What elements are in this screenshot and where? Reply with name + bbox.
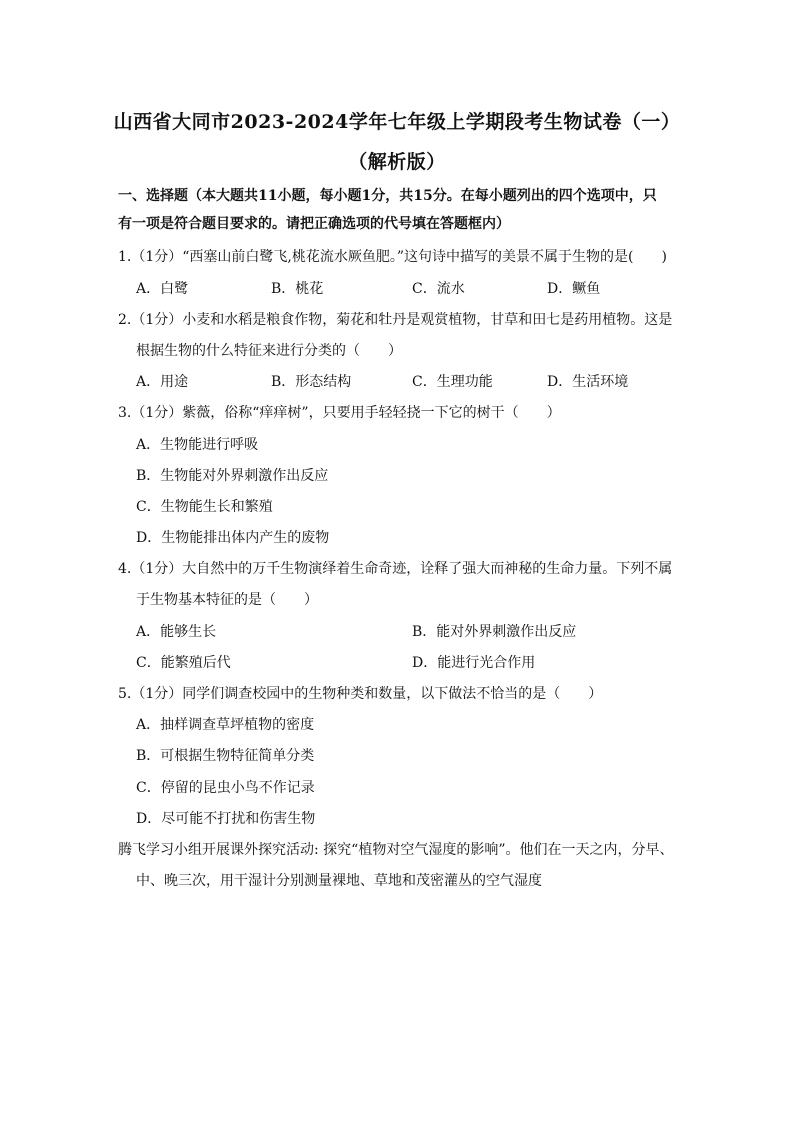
question-4-option-c: C．能繁殖后代 [136,655,231,671]
passage-line-2: 中、晚三次，用干湿计分别测量裸地、草地和茂密灌丛的空气湿度 [136,873,542,889]
question-5-option-a: A．抽样调查草坪植物的密度 [136,717,315,733]
question-5-option-b: B．可根据生物特征简单分类 [136,748,315,764]
question-3-option-b: B．生物能对外界刺激作出反应 [136,468,329,484]
question-4-option-b: B．能对外界刺激作出反应 [412,624,577,640]
question-2-option-c: C．生理功能 [412,374,493,390]
question-3-option-c: C．生物能生长和繁殖 [136,499,273,515]
document-title: 山西省大同市2023-2024学年七年级上学期段考生物试卷（一） [113,111,681,133]
question-2-option-a: A．用途 [136,374,189,390]
question-1-option-b: B．桃花 [271,281,324,297]
question-4-option-a: A．能够生长 [136,624,217,640]
document-subtitle: （解析版） [348,151,446,173]
question-2-option-b: B．形态结构 [271,374,352,390]
question-5-option-d: D．尽可能不打扰和伤害生物 [136,811,316,827]
question-3-option-d: D．生物能排出体内产生的废物 [136,530,330,546]
question-2-text-line-1: 2.（1分）小麦和水稻是粮食作物，菊花和牡丹是观赏植物，甘草和田七是药用植物。这是 [118,312,673,328]
question-5-text: 5.（1分）同学们调查校园中的生物种类和数量，以下做法不恰当的是（ ） [118,686,603,702]
question-4-text-line-2: 于生物基本特征的是（ ） [136,592,318,608]
question-5-option-c: C．停留的昆虫小鸟不作记录 [136,780,315,796]
question-3-text: 3.（1分）紫薇，俗称“痒痒树”，只要用手轻轻挠一下它的树干（ ） [118,405,561,421]
question-2-text-line-2: 根据生物的什么特征来进行分类的（ ） [136,343,402,359]
passage-line-1: 腾飞学习小组开展课外探究活动: 探究“植物对空气湿度的影响”。他们在一天之内，分早、 [118,842,674,858]
question-4-option-d: D．能进行光合作用 [412,655,536,671]
question-1-text: 1.（1分）“西塞山前白鹭飞,桃花流水厥鱼肥。”这句诗中描写的美景不属于生物的是( ) [118,249,667,265]
question-1-option-d: D．鳜鱼 [547,281,601,297]
section-heading-line-1: 一、选择题（本大题共11小题，每小题1分，共15分。在每小题列出的四个选项中，只 [118,188,657,204]
question-2-option-d: D．生活环境 [547,374,629,390]
question-3-option-a: A．生物能进行呼吸 [136,437,259,453]
question-4-text-line-1: 4.（1分）大自然中的万千生物演绎着生命奇迹，诠释了强大而神秘的生命力量。下列不属 [118,561,673,577]
question-1-option-a: A．白鹭 [136,281,189,297]
section-heading-line-2: 有一项是符合题目要求的。请把正确选项的代号填在答题框内） [118,216,510,232]
question-1-option-c: C．流水 [412,281,465,297]
